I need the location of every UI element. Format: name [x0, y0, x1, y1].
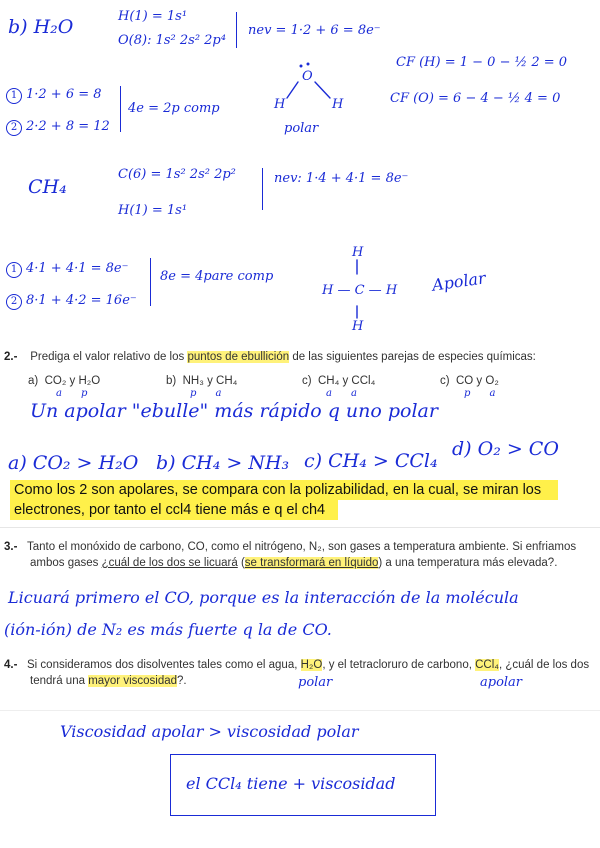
q3-line2 — [30, 556, 557, 572]
q3-answer2: (ión-ión) de N₂ es más fuerte q la de CO. — [4, 620, 332, 639]
q4-boxed-answer: el CCl₄ tiene + viscosidad — [186, 774, 396, 793]
q4-line1-mid: , y el tetracloruro de carbono, — [322, 659, 476, 671]
h2o-step1-text: 1·2 + 6 = 8 — [26, 87, 102, 102]
atom-h2: H — [332, 97, 344, 112]
ch4-title: CH₄ — [28, 176, 67, 198]
cf-h: CF (H) = 1 − 0 − ½ 2 = 0 — [396, 55, 568, 70]
h2o-polar-label: polar — [284, 121, 319, 136]
q2-answer-a: a) CO₂ > H₂O — [8, 452, 139, 474]
q2-highlight: puntos de ebullición — [187, 351, 290, 363]
h-config: H(1) = 1s¹ — [118, 9, 188, 24]
q2-answer-c: c) CH₄ > CCl₄ — [304, 450, 438, 472]
q2-mark-a: a p — [56, 388, 88, 399]
h2o-step2-text: 2·2 + 8 = 12 — [26, 119, 110, 134]
h2o-nev: nev = 1·2 + 6 = 8e⁻ — [248, 23, 381, 38]
circle-2-icon: 2 — [6, 294, 22, 310]
atom-h1: H — [274, 97, 286, 112]
q3-highlight: se transformará en líquido — [244, 557, 379, 569]
q2-note: Un apolar "ebulle" más rápido q uno polar — [30, 400, 438, 422]
option-pair: CO y O₂ — [455, 375, 499, 387]
q4-mark-apolar: apolar — [480, 675, 523, 690]
circle-1-icon: 1 — [6, 262, 22, 278]
o-config: O(8): 1s² 2s² 2p⁴ — [118, 33, 226, 48]
q2-text-before: Prediga el valor relativo de los — [30, 351, 188, 363]
q3-line1 — [4, 540, 576, 556]
ch4-step1 — [6, 262, 129, 278]
ch4-step2-text: 8·1 + 4·2 = 16e⁻ — [26, 293, 137, 308]
q2-typed-line2: electrones, por tanto el ccl4 tiene más e q el ch4 — [14, 502, 326, 518]
q4-number: 4.- — [4, 659, 18, 671]
q3-line1-text: Tanto el monóxido de carbono, CO, como el nitrógeno, N₂, son gases a temperatura ambiente. Si enfriamos — [27, 541, 577, 553]
q4-line2 — [30, 674, 187, 690]
atom-o: O — [302, 69, 313, 84]
ch4-step1-text: 4·1 + 4·1 = 8e⁻ — [26, 261, 129, 276]
q4-answer1: Viscosidad apolar > viscosidad polar — [60, 722, 359, 741]
q2-text-after: de las siguientes parejas de especies químicas: — [289, 351, 536, 363]
cf-o: CF (O) = 6 − 4 − ½ 4 = 0 — [390, 91, 561, 106]
q2-mark-c: a a — [326, 388, 357, 399]
q3-line2-before: ambos gases — [30, 557, 102, 569]
h2o-title: b) H₂O — [8, 16, 74, 38]
q2-typed-line1: Como los 2 son apolares, se compara con la polizabilidad, en la cual, se miran los — [14, 482, 542, 498]
brace-ch4-comp — [150, 258, 151, 306]
q3-line2-after: ) a una temperatura más elevada?. — [378, 557, 558, 569]
q2-prompt — [4, 350, 536, 366]
option-letter: c) — [302, 375, 312, 387]
option-pair: NH₃ y CH₄ — [182, 375, 238, 387]
ch4-comp: 8e = 4pare comp — [160, 269, 274, 284]
q2-answer-b: b) CH₄ > NH₃ — [156, 452, 290, 474]
c-config: C(6) = 1s² 2s² 2p² — [118, 167, 236, 182]
q4-ccl4: CCl₄ — [475, 659, 499, 671]
q3-paren-open: ( — [237, 557, 245, 569]
section-divider — [0, 710, 600, 711]
ch4-structure-bottom: H — [352, 319, 364, 334]
q4-line2-after: ?. — [177, 675, 187, 687]
option-letter: a) — [28, 375, 39, 387]
q2-number: 2.- — [4, 351, 18, 363]
q2-mark-d: p a — [464, 388, 496, 399]
ch4-h-config: H(1) = 1s¹ — [118, 203, 188, 218]
q4-water: H₂O — [300, 659, 323, 671]
q2-answer-d: d) O₂ > CO — [452, 438, 559, 460]
bond-o-h1 — [287, 82, 298, 98]
bond-o-h2 — [315, 82, 330, 98]
q4-mark-polar: polar — [298, 675, 333, 690]
lone-pair-dot — [300, 65, 302, 67]
ch4-structure-top: H — [352, 245, 364, 260]
option-letter: c) — [440, 375, 450, 387]
q4-line1-before: Si consideramos dos disolventes tales como el agua, — [27, 659, 301, 671]
q3-answer1: Licuará primero el CO, porque es la interacción de la molécula — [8, 588, 519, 607]
ch4-apolar-label: Apolar — [430, 268, 487, 295]
q4-line1 — [4, 658, 589, 674]
q4-line1-after: , ¿cuál de los dos — [498, 659, 590, 671]
ch4-nev: nev: 1·4 + 4·1 = 8e⁻ — [274, 171, 409, 186]
q4-line2-before: tendrá una — [30, 675, 89, 687]
option-pair: CH₄ y CCl₄ — [317, 375, 376, 387]
option-letter: b) — [166, 375, 177, 387]
q2-mark-b: p a — [190, 388, 222, 399]
circle-1-icon: 1 — [6, 88, 22, 104]
ch4-structure-mid: H — C — H — [322, 283, 398, 298]
q3-question-underlined: ¿cuál de los dos se licuará — [101, 557, 238, 569]
lone-pair-dot — [307, 63, 309, 65]
q4-highlight: mayor viscosidad — [88, 675, 178, 687]
q3-number: 3.- — [4, 541, 18, 553]
brace-ch4-nev — [262, 168, 263, 210]
section-divider — [0, 527, 600, 528]
circle-2-icon: 2 — [6, 120, 22, 136]
ch4-step2 — [6, 294, 137, 310]
option-pair: CO₂ y H₂O — [44, 375, 101, 387]
h2o-comp: 4e = 2p comp — [128, 101, 220, 116]
